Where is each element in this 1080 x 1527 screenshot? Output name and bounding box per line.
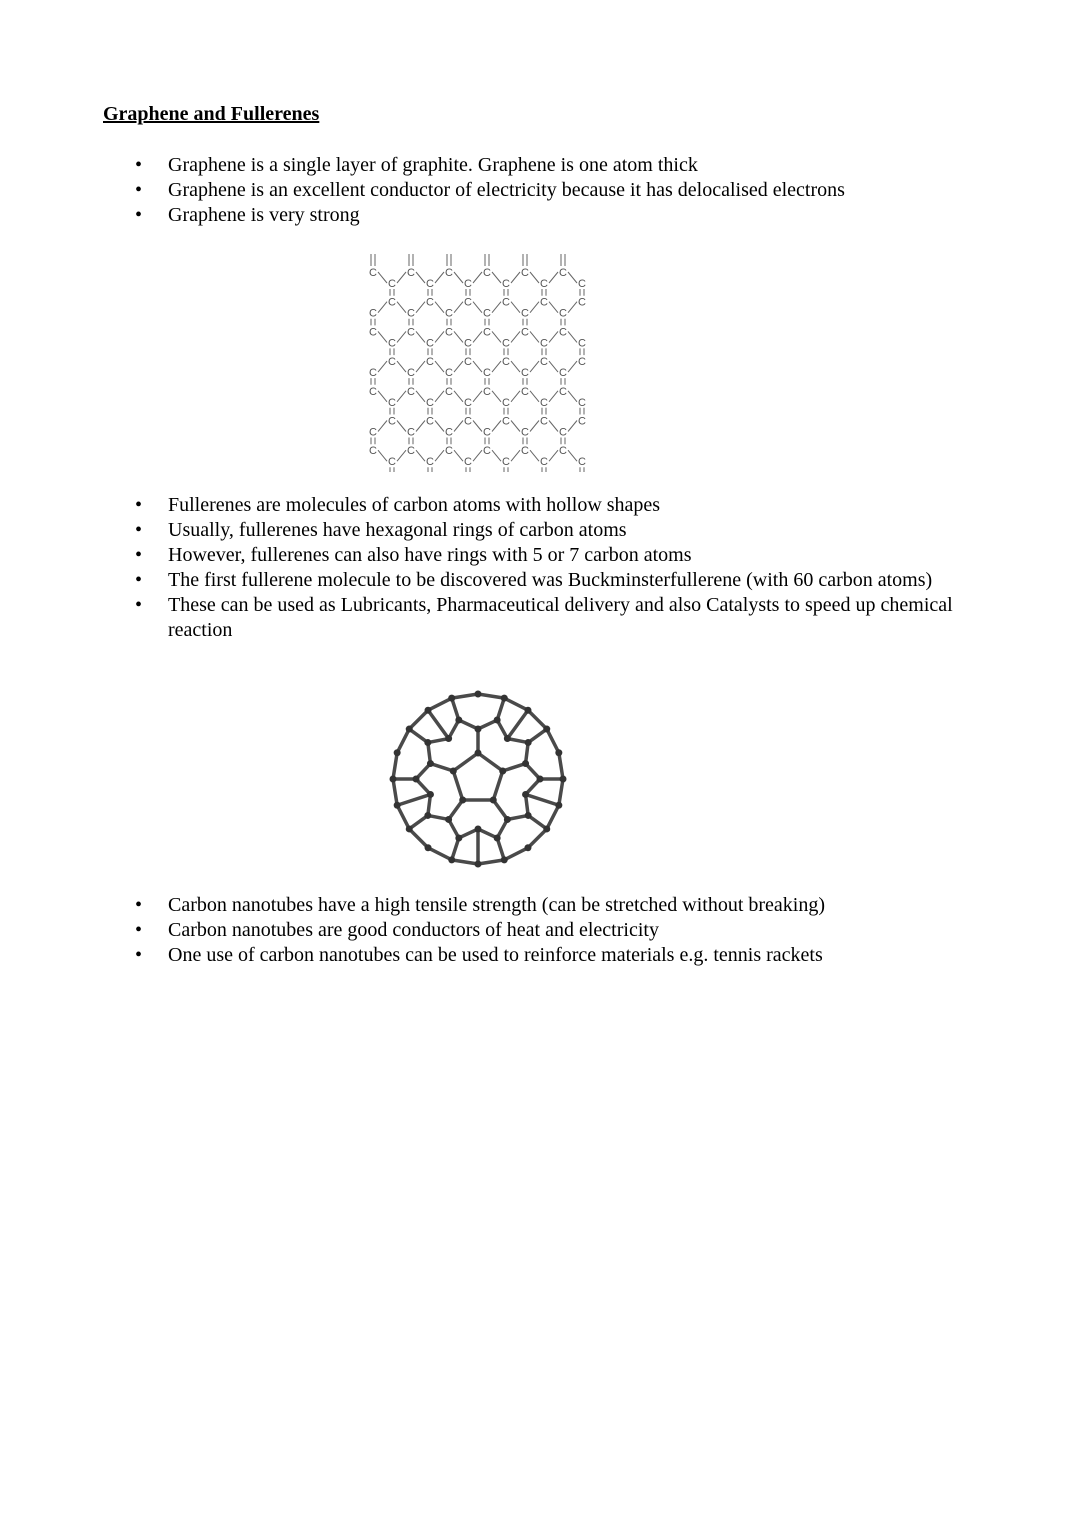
bond bbox=[416, 272, 425, 283]
bond bbox=[568, 450, 577, 461]
bond bbox=[568, 361, 577, 372]
bond bbox=[492, 421, 501, 432]
bond bbox=[378, 302, 387, 313]
bond bbox=[547, 729, 559, 753]
carbon-atom bbox=[499, 767, 506, 774]
carbon-atom-label: C bbox=[559, 445, 567, 458]
carbon-atom bbox=[394, 749, 401, 756]
carbon-atom-label: C bbox=[502, 415, 510, 428]
carbon-atom-label: C bbox=[445, 385, 453, 398]
bond bbox=[511, 272, 520, 283]
carbon-atom-label: C bbox=[369, 445, 377, 458]
bond bbox=[559, 753, 563, 779]
bond bbox=[454, 331, 463, 342]
carbon-atom bbox=[522, 791, 529, 798]
bond bbox=[378, 331, 387, 342]
bond bbox=[397, 302, 406, 313]
carbon-atom-label: C bbox=[578, 356, 586, 369]
carbon-atom bbox=[524, 707, 531, 714]
bond bbox=[397, 331, 406, 342]
carbon-atom-label: C bbox=[369, 307, 377, 320]
bond bbox=[454, 361, 463, 372]
carbon-atom-label: C bbox=[445, 326, 453, 339]
carbon-atom bbox=[475, 691, 482, 698]
carbon-atom-label: C bbox=[521, 367, 529, 380]
bond bbox=[473, 331, 482, 342]
bond bbox=[378, 391, 387, 402]
bond bbox=[530, 331, 539, 342]
carbon-atom-label: C bbox=[388, 456, 396, 469]
carbon-atom-label: C bbox=[483, 307, 491, 320]
carbon-atom-label: C bbox=[426, 278, 434, 290]
carbon-atom-label: C bbox=[464, 356, 472, 369]
carbon-atom-label: C bbox=[445, 426, 453, 439]
carbon-atom-label: C bbox=[388, 296, 396, 309]
graphene-list bbox=[0, 153, 1000, 228]
carbon-atom-label: C bbox=[578, 278, 586, 290]
carbon-atom-label: C bbox=[540, 356, 548, 369]
list-item: • One use of carbon nanotubes can be used to reinforce materials e.g. tennis rackets bbox=[0, 943, 958, 968]
carbon-atom-label: C bbox=[407, 267, 415, 279]
carbon-atom bbox=[406, 825, 413, 832]
bond bbox=[478, 694, 504, 698]
carbon-atom bbox=[504, 816, 511, 823]
carbon-atom-label: C bbox=[464, 278, 472, 290]
carbon-atom-label: C bbox=[369, 326, 377, 339]
carbon-atom-label: C bbox=[559, 326, 567, 339]
carbon-atom bbox=[427, 791, 434, 798]
bond bbox=[435, 272, 444, 283]
bond bbox=[473, 450, 482, 461]
nanotube-list bbox=[0, 893, 1000, 968]
bond bbox=[526, 794, 559, 805]
bond bbox=[449, 800, 463, 819]
carbon-atom-label: C bbox=[540, 278, 548, 290]
bond bbox=[454, 450, 463, 461]
carbon-atom bbox=[445, 735, 452, 742]
carbon-atom bbox=[425, 707, 432, 714]
bond bbox=[530, 272, 539, 283]
list-item: • Carbon nanotubes have a high tensile strength (can be stretched without breaking) bbox=[0, 893, 958, 918]
bond bbox=[378, 421, 387, 432]
carbon-atom bbox=[455, 717, 462, 724]
carbon-atom-label: C bbox=[445, 267, 453, 279]
bond bbox=[492, 331, 501, 342]
bond bbox=[416, 302, 425, 313]
fullerene-list bbox=[0, 493, 1000, 643]
carbon-atom-label: C bbox=[464, 415, 472, 428]
carbon-atom bbox=[525, 739, 532, 746]
bond bbox=[568, 302, 577, 313]
bond bbox=[435, 391, 444, 402]
bond bbox=[416, 391, 425, 402]
carbon-atom bbox=[555, 749, 562, 756]
carbon-atom-label: C bbox=[559, 367, 567, 380]
bond bbox=[430, 764, 453, 771]
bond bbox=[378, 450, 387, 461]
carbon-atom-label: C bbox=[369, 385, 377, 398]
carbon-atom-label: C bbox=[407, 426, 415, 439]
carbon-atom-label: C bbox=[540, 415, 548, 428]
bond bbox=[435, 361, 444, 372]
carbon-atom-label: C bbox=[388, 415, 396, 428]
carbon-atom bbox=[427, 760, 434, 767]
bond bbox=[492, 272, 501, 283]
bond bbox=[530, 361, 539, 372]
bond bbox=[473, 302, 482, 313]
list-item: • These can be used as Lubricants, Pharmaceutical delivery and also Catalysts to speed up chemical reaction bbox=[0, 593, 958, 643]
carbon-atom-label: C bbox=[521, 385, 529, 398]
bond bbox=[428, 698, 452, 710]
carbon-atom-label: C bbox=[407, 445, 415, 458]
carbon-atom-label: C bbox=[559, 267, 567, 279]
carbon-atom-label: C bbox=[464, 337, 472, 350]
bond bbox=[435, 450, 444, 461]
bond bbox=[416, 450, 425, 461]
carbon-atom bbox=[537, 776, 544, 783]
list-item: • The first fullerene molecule to be discovered was Buckminsterfullerene (with 60 carbon atoms) bbox=[0, 568, 958, 593]
carbon-atom-label: C bbox=[369, 267, 377, 279]
carbon-atom-label: C bbox=[502, 456, 510, 469]
bond bbox=[473, 272, 482, 283]
bond bbox=[393, 753, 397, 779]
carbon-atom bbox=[494, 717, 501, 724]
carbon-atom-label: C bbox=[502, 278, 510, 290]
bond bbox=[378, 361, 387, 372]
bond bbox=[397, 729, 409, 753]
carbon-atom-label: C bbox=[426, 356, 434, 369]
bond bbox=[493, 771, 502, 800]
bond bbox=[428, 848, 452, 860]
carbon-atom-label: C bbox=[521, 267, 529, 279]
carbon-atom-label: C bbox=[426, 415, 434, 428]
carbon-atom bbox=[448, 856, 455, 863]
carbon-atom-label: C bbox=[540, 456, 548, 469]
carbon-atom-label: C bbox=[407, 326, 415, 339]
bond bbox=[528, 710, 547, 729]
bond bbox=[568, 331, 577, 342]
carbon-atom-label: C bbox=[407, 385, 415, 398]
bond bbox=[511, 421, 520, 432]
carbon-atom-label: C bbox=[388, 278, 396, 290]
carbon-atom bbox=[445, 816, 452, 823]
carbon-atom-label: C bbox=[578, 456, 586, 469]
carbon-atom-label: C bbox=[464, 296, 472, 309]
bond bbox=[397, 450, 406, 461]
carbon-atom bbox=[555, 802, 562, 809]
carbon-atom-label: C bbox=[483, 326, 491, 339]
carbon-atom-label: C bbox=[445, 367, 453, 380]
bond bbox=[530, 391, 539, 402]
carbon-atom-label: C bbox=[483, 367, 491, 380]
carbon-atom bbox=[425, 844, 432, 851]
carbon-atom bbox=[394, 802, 401, 809]
bond bbox=[530, 302, 539, 313]
bond bbox=[549, 302, 558, 313]
bond bbox=[397, 805, 409, 829]
carbon-atom bbox=[459, 797, 466, 804]
carbon-atom-label: C bbox=[559, 307, 567, 320]
bond bbox=[416, 361, 425, 372]
bond bbox=[397, 794, 430, 805]
bond bbox=[492, 361, 501, 372]
carbon-atom bbox=[543, 825, 550, 832]
bond bbox=[549, 391, 558, 402]
carbon-atom bbox=[524, 844, 531, 851]
bond bbox=[409, 829, 428, 848]
carbon-atom-label: C bbox=[445, 445, 453, 458]
bond bbox=[568, 421, 577, 432]
carbon-atom-label: C bbox=[445, 307, 453, 320]
carbon-atom-label: C bbox=[502, 296, 510, 309]
carbon-atom bbox=[490, 797, 497, 804]
carbon-atom-label: C bbox=[483, 426, 491, 439]
bond bbox=[549, 450, 558, 461]
carbon-atom-label: C bbox=[502, 337, 510, 350]
list-item: • Graphene is very strong bbox=[0, 203, 958, 228]
bond bbox=[453, 771, 462, 800]
bond bbox=[493, 800, 507, 819]
bond bbox=[504, 848, 528, 860]
bond bbox=[428, 710, 449, 738]
carbon-atom-label: C bbox=[578, 337, 586, 350]
carbon-atom-label: C bbox=[388, 337, 396, 350]
carbon-atom-label: C bbox=[464, 396, 472, 409]
carbon-atom-label: C bbox=[540, 337, 548, 350]
graphene-structure-diagram bbox=[355, 252, 590, 472]
bond bbox=[549, 361, 558, 372]
list-item: • Fullerenes are molecules of carbon atoms with hollow shapes bbox=[0, 493, 958, 518]
bond bbox=[416, 421, 425, 432]
bond bbox=[409, 710, 428, 729]
bond bbox=[397, 272, 406, 283]
carbon-atom-label: C bbox=[521, 326, 529, 339]
bond bbox=[473, 361, 482, 372]
bond bbox=[511, 302, 520, 313]
carbon-atom bbox=[424, 812, 431, 819]
bond bbox=[454, 272, 463, 283]
bond bbox=[435, 302, 444, 313]
bond bbox=[559, 779, 563, 805]
bond bbox=[549, 331, 558, 342]
bond bbox=[549, 421, 558, 432]
bond bbox=[378, 272, 387, 283]
bond bbox=[452, 860, 478, 864]
bond bbox=[393, 779, 397, 805]
list-item: • Usually, fullerenes have hexagonal rings of carbon atoms bbox=[0, 518, 958, 543]
carbon-atom bbox=[522, 760, 529, 767]
carbon-atom-label: C bbox=[369, 426, 377, 439]
carbon-atom-label: C bbox=[578, 396, 586, 409]
bond bbox=[435, 331, 444, 342]
bond bbox=[416, 331, 425, 342]
carbon-atom bbox=[494, 834, 501, 841]
bond bbox=[547, 805, 559, 829]
bond bbox=[503, 764, 526, 771]
bond bbox=[454, 391, 463, 402]
carbon-atom-label: C bbox=[578, 296, 586, 309]
list-item: • Carbon nanotubes are good conductors of heat and electricity bbox=[0, 918, 958, 943]
carbon-atom-label: C bbox=[464, 456, 472, 469]
carbon-atom-label: C bbox=[578, 415, 586, 428]
carbon-atom-label: C bbox=[426, 396, 434, 409]
bond bbox=[473, 421, 482, 432]
bond bbox=[478, 860, 504, 864]
carbon-atom bbox=[424, 739, 431, 746]
bond bbox=[453, 753, 478, 771]
list-item: • Graphene is an excellent conductor of electricity because it has delocalised electrons bbox=[0, 178, 958, 203]
carbon-atom bbox=[448, 695, 455, 702]
list-item: • Graphene is a single layer of graphite. Graphene is one atom thick bbox=[0, 153, 958, 178]
bond bbox=[568, 391, 577, 402]
carbon-atom-label: C bbox=[502, 356, 510, 369]
carbon-atom-label: C bbox=[388, 356, 396, 369]
page-title: Graphene and Fullerenes bbox=[103, 103, 320, 125]
carbon-atom bbox=[450, 767, 457, 774]
carbon-atom bbox=[475, 861, 482, 868]
carbon-atom bbox=[501, 856, 508, 863]
carbon-atom bbox=[475, 726, 482, 733]
bond bbox=[530, 421, 539, 432]
carbon-atom-label: C bbox=[426, 296, 434, 309]
carbon-atom-label: C bbox=[521, 307, 529, 320]
bond bbox=[492, 450, 501, 461]
bond bbox=[549, 272, 558, 283]
buckminsterfullerene-diagram bbox=[383, 688, 573, 870]
bond bbox=[511, 361, 520, 372]
carbon-atom bbox=[543, 726, 550, 733]
bond bbox=[397, 361, 406, 372]
carbon-atom bbox=[406, 726, 413, 733]
carbon-atom-label: C bbox=[426, 456, 434, 469]
bond bbox=[528, 829, 547, 848]
bond bbox=[478, 753, 503, 771]
bond bbox=[511, 391, 520, 402]
carbon-atom bbox=[475, 826, 482, 833]
bond bbox=[454, 302, 463, 313]
carbon-atom bbox=[501, 695, 508, 702]
bond bbox=[492, 302, 501, 313]
bond bbox=[511, 450, 520, 461]
carbon-atom-label: C bbox=[540, 296, 548, 309]
bond bbox=[504, 698, 528, 710]
carbon-atom-label: C bbox=[483, 385, 491, 398]
carbon-atom-label: C bbox=[407, 367, 415, 380]
carbon-atom-label: C bbox=[483, 267, 491, 279]
carbon-atom-label: C bbox=[559, 385, 567, 398]
bond bbox=[473, 391, 482, 402]
carbon-atom-label: C bbox=[502, 396, 510, 409]
bond bbox=[397, 391, 406, 402]
carbon-atom bbox=[413, 776, 420, 783]
bond bbox=[454, 421, 463, 432]
bond bbox=[568, 272, 577, 283]
list-item: • However, fullerenes can also have rings with 5 or 7 carbon atoms bbox=[0, 543, 958, 568]
carbon-atom bbox=[525, 812, 532, 819]
carbon-atom-label: C bbox=[388, 396, 396, 409]
carbon-atom-label: C bbox=[407, 307, 415, 320]
carbon-atom bbox=[455, 834, 462, 841]
carbon-atom bbox=[390, 776, 397, 783]
bond bbox=[435, 421, 444, 432]
bond bbox=[530, 450, 539, 461]
carbon-atom bbox=[560, 776, 567, 783]
carbon-atom-label: C bbox=[426, 337, 434, 350]
carbon-atom-label: C bbox=[369, 367, 377, 380]
bond bbox=[452, 694, 478, 698]
carbon-atom-label: C bbox=[521, 426, 529, 439]
carbon-atom-label: C bbox=[521, 445, 529, 458]
bond bbox=[492, 391, 501, 402]
bond bbox=[397, 421, 406, 432]
carbon-atom-label: C bbox=[540, 396, 548, 409]
bond bbox=[511, 331, 520, 342]
carbon-atom-label: C bbox=[559, 426, 567, 439]
carbon-atom bbox=[504, 735, 511, 742]
carbon-atom bbox=[475, 750, 482, 757]
carbon-atom-label: C bbox=[483, 445, 491, 458]
bond bbox=[507, 710, 528, 738]
